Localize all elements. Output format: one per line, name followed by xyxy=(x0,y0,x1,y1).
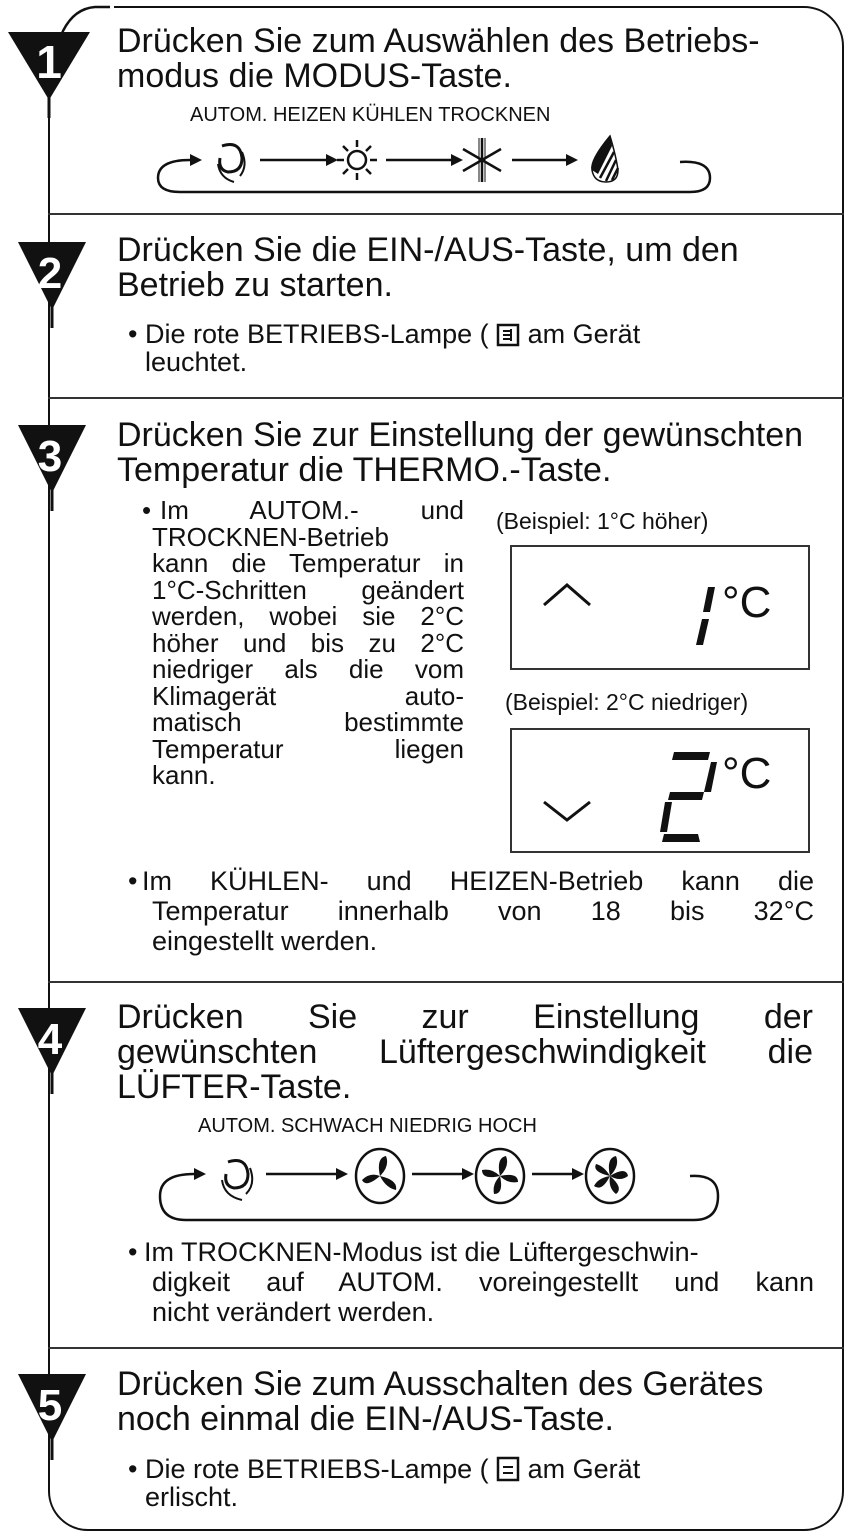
svg-text:4: 4 xyxy=(37,1015,63,1064)
svg-text:1: 1 xyxy=(36,36,62,88)
mode-cycle-diagram xyxy=(150,130,750,200)
svg-text:5: 5 xyxy=(37,1381,63,1430)
bullet-dot: • xyxy=(128,1454,138,1484)
up-arrow-icon xyxy=(544,585,590,605)
step-4-title xyxy=(117,1000,813,1105)
step-5-marker-icon xyxy=(6,1372,92,1460)
svg-text:°C: °C xyxy=(722,578,772,627)
step-3-bullet-2 xyxy=(128,866,814,956)
b4-line: digkeit auf AUTOM. voreingestellt und kann xyxy=(152,1267,814,1297)
bullet-dot: • xyxy=(128,1237,138,1267)
b2-line: Im KÜHLEN- und HEIZEN-Betrieb kann die xyxy=(142,866,814,896)
display-content xyxy=(512,730,808,851)
lamp-text-before: Die rote BETRIEBS-Lampe ( xyxy=(145,319,489,349)
step-4-title-line-2: gewünschten Lüftergeschwindigkeit die xyxy=(117,1033,813,1071)
operation-lamp-off-icon xyxy=(496,1456,520,1482)
b4-line: nicht verändert werden. xyxy=(152,1297,435,1327)
step-5-title xyxy=(117,1367,817,1437)
fan-cycle-diagram xyxy=(150,1140,750,1235)
step-5-title-line-2: noch einmal die EIN-/AUS-Taste. xyxy=(117,1400,614,1438)
step-5-title-line-1: Drücken Sie zum Ausschalten des Gerätes xyxy=(117,1365,764,1403)
divider-3 xyxy=(48,981,844,983)
step-4-title-line-1: Drücken Sie zur Einstellung der xyxy=(117,998,813,1036)
b1-line: höher und bis zu 2°C xyxy=(152,627,464,658)
step-3-marker-icon xyxy=(6,423,92,511)
b1-line: kann. xyxy=(152,760,216,790)
b2-line: Temperatur innerhalb von 18 bis 32°C xyxy=(152,896,814,926)
step-2-title-line-1: Drücken Sie die EIN-/AUS-Taste, um den xyxy=(117,231,739,269)
seven-seg-digit-1 xyxy=(696,587,715,645)
step-1-marker-icon xyxy=(6,30,92,118)
step-4-title-line-3: LÜFTER-Taste. xyxy=(117,1068,352,1106)
lamp-text-before: Die rote BETRIEBS-Lampe ( xyxy=(145,1454,489,1484)
b1-line: werden, wobei sie 2°C xyxy=(152,601,464,631)
svg-text:2: 2 xyxy=(37,249,63,298)
lamp-text-after: am Gerät xyxy=(527,319,641,349)
bullet-dot: • xyxy=(128,319,138,349)
b1-line: Im AUTOM.- und xyxy=(160,495,464,525)
step-1-title xyxy=(117,24,817,94)
step-3-bullet-1 xyxy=(142,495,464,790)
b4-line: Im TROCKNEN-Modus ist die Lüftergeschwin- xyxy=(144,1237,699,1267)
b1-line: 1°C-Schritten geändert xyxy=(152,574,464,605)
seven-seg-digit-2 xyxy=(660,752,717,842)
fan-4-blade-icon xyxy=(476,1149,524,1203)
fan-caption: AUTOM. SCHWACH NIEDRIG HOCH xyxy=(198,1115,537,1137)
lamp-text-after: am Gerät xyxy=(527,1454,641,1484)
mode-caption: AUTOM. HEIZEN KÜHLEN TROCKNEN xyxy=(190,104,551,126)
step-4-bullet xyxy=(128,1237,814,1327)
b1-line: kann die Temperatur in xyxy=(152,548,464,578)
down-arrow-icon xyxy=(544,802,590,820)
b1-line: Temperatur liegen xyxy=(152,733,464,764)
step-3-title-line-2: Temperatur die THERMO.-Taste. xyxy=(117,451,612,489)
divider-2 xyxy=(48,397,844,399)
auto-swirl-icon xyxy=(222,1161,252,1201)
step-5-bullet-line-2: erlischt. xyxy=(145,1482,239,1512)
step-1-title-line-1: Drücken Sie zum Auswählen des Betriebs- xyxy=(117,22,760,60)
b1-line: Klimagerät auto- xyxy=(152,680,464,711)
example-1-label: (Beispiel: 1°C höher) xyxy=(496,508,709,534)
step-2-marker-icon xyxy=(6,240,92,328)
divider-4 xyxy=(48,1347,844,1349)
snowflake-icon xyxy=(463,138,501,182)
b2-line: eingestellt werden. xyxy=(152,926,378,956)
b1-line: matisch bestimmte xyxy=(152,707,464,737)
step-5-bullet xyxy=(128,1454,805,1512)
sun-icon xyxy=(337,140,377,180)
svg-text:°C: °C xyxy=(722,749,772,798)
bullet-dot: • xyxy=(128,866,138,896)
step-2-bullet-line-2: leuchtet. xyxy=(145,347,248,377)
example-1-display xyxy=(510,545,810,670)
step-3-title-line-1: Drücken Sie zur Einstellung der gewünschten xyxy=(117,416,804,454)
step-2-bullet xyxy=(128,319,805,377)
bullet-dot: • xyxy=(142,495,152,525)
fan-3-blade-icon xyxy=(356,1149,404,1203)
b1-line: TROCKNEN-Betrieb xyxy=(152,521,389,552)
step-1-title-line-2: modus die MODUS-Taste. xyxy=(117,57,512,95)
svg-text:3: 3 xyxy=(37,432,63,481)
step-4-marker-icon xyxy=(6,1006,92,1094)
fan-5-blade-icon xyxy=(586,1149,634,1203)
operation-lamp-icon xyxy=(496,323,520,347)
example-2-label: (Beispiel: 2°C niedriger) xyxy=(505,689,749,715)
example-2-display xyxy=(510,728,810,853)
divider-1 xyxy=(48,213,844,215)
auto-swirl-icon xyxy=(218,145,245,183)
step-2-title xyxy=(117,233,817,303)
display-content xyxy=(512,547,808,668)
droplet-icon xyxy=(592,136,618,182)
step-2-title-line-2: Betrieb zu starten. xyxy=(117,266,393,304)
b1-line: niedriger als die vom xyxy=(152,654,464,684)
step-3-title xyxy=(117,418,847,488)
